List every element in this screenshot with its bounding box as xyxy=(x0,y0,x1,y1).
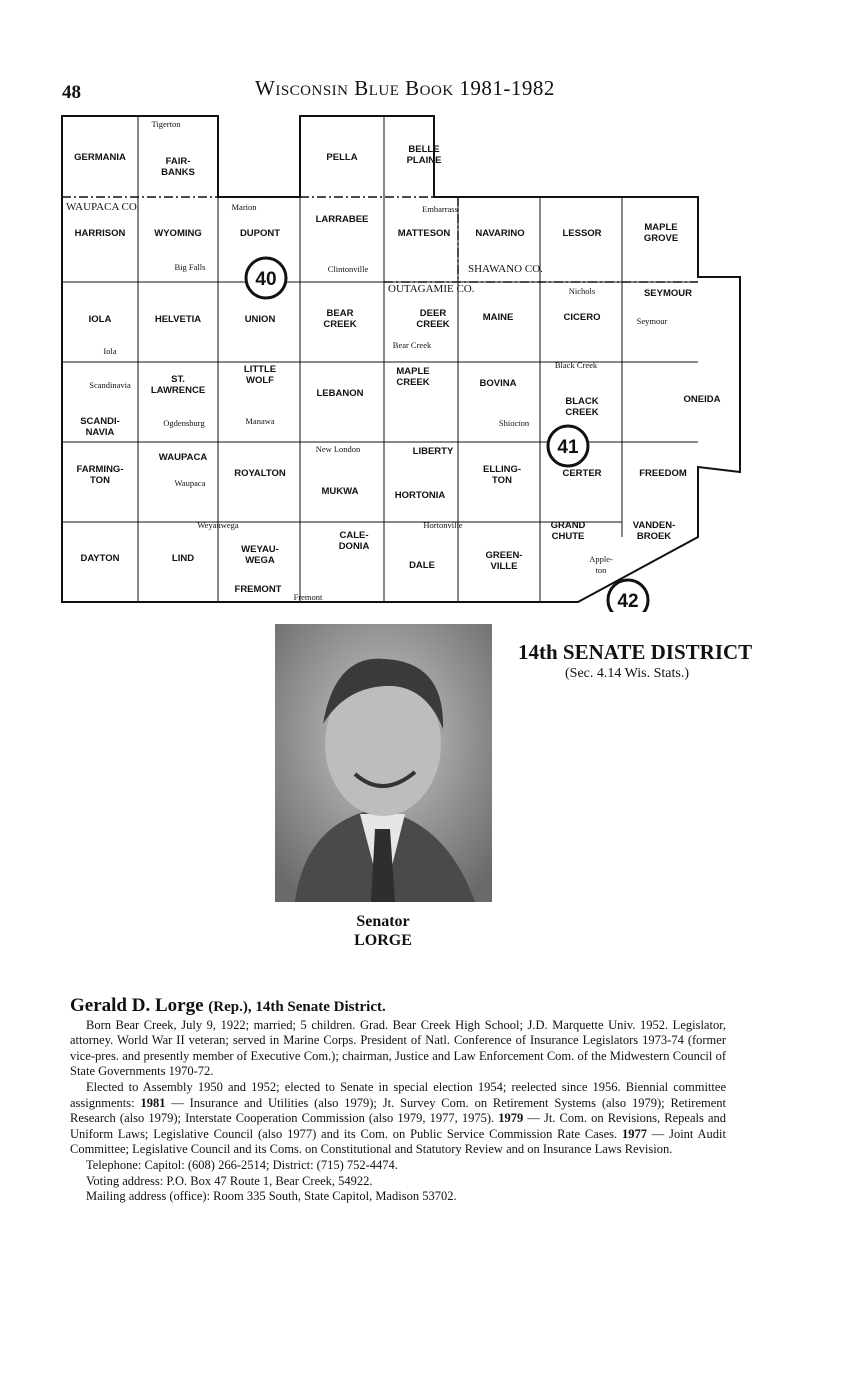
town-label-belle-plaine: PLAINE xyxy=(406,155,442,166)
bio-voting-address: Voting address: P.O. Box 47 Route 1, Bear Creek, 54922. xyxy=(86,1173,373,1188)
assignments-1979: — Jt. Com. on Revisions, Repeals and Uniform Laws; Legislative Council (also 1977) and its Com. on Public Service Commission Rate Cases. xyxy=(70,1111,726,1141)
bio-paragraph-career xyxy=(70,1080,726,1158)
county-label-shawano-co: SHAWANO CO. xyxy=(468,263,543,275)
town-label-grand-chute: GRAND xyxy=(550,520,586,531)
year-1977: 1977 xyxy=(621,1126,647,1141)
year-1979: 1979 xyxy=(498,1111,524,1126)
district-number-41: 41 xyxy=(557,437,579,458)
city-label-weyauwega-city: Weyauwega xyxy=(197,520,239,530)
career-intro: Elected to Assembly 1950 and 1952; elected to Senate in special election 1954; reelected since 1956. Biennial committee assignments: xyxy=(70,1079,726,1110)
assignments-1977: — Joint Audit Committee; Legislative Council and its Coms. on Constitutional and Statutory Review and on Insurance Laws Revision. xyxy=(70,1126,726,1157)
town-label-iola: IOLA xyxy=(88,314,112,325)
county-label-outagamie-co: OUTAGAMIE CO. xyxy=(388,283,475,295)
town-label-fairbanks: BANKS xyxy=(161,167,195,178)
town-label-oneida: ONEIDA xyxy=(683,394,721,405)
town-label-grand-chute: CHUTE xyxy=(551,531,585,542)
district-number-40: 40 xyxy=(255,269,277,290)
town-label-black-creek: BLACK xyxy=(565,396,599,407)
town-label-germania: GERMANIA xyxy=(74,152,126,163)
bio-mailing-address: Mailing address (office): Room 335 South, State Capitol, Madison 53702. xyxy=(86,1189,457,1204)
town-label-vandenbroek: BROEK xyxy=(636,531,672,542)
district-map xyxy=(58,112,748,612)
town-label-vandenbroek: VANDEN- xyxy=(632,520,676,531)
bio-heading xyxy=(70,995,726,1016)
town-label-farmington: TON xyxy=(90,475,110,486)
town-label-waupaca: WAUPACA xyxy=(158,452,208,463)
city-label-big-falls: Big Falls xyxy=(174,262,206,272)
town-label-royalton: ROYALTON xyxy=(234,468,286,479)
city-label-ogdensburg: Ogdensburg xyxy=(163,418,205,428)
town-label-lebanon: LEBANON xyxy=(316,388,364,399)
district-number-42: 42 xyxy=(617,591,639,612)
city-label-tigerton: Tigerton xyxy=(151,119,181,129)
town-label-bear-creek: BEAR xyxy=(326,308,354,319)
town-label-dupont: DUPONT xyxy=(239,228,281,239)
town-label-seymour: SEYMOUR xyxy=(643,288,693,299)
town-label-lessor: LESSOR xyxy=(562,228,602,239)
district-title: 14th SENATE DISTRICT xyxy=(518,640,753,664)
town-label-ellington: ELLING- xyxy=(483,464,521,475)
town-label-larrabee: LARRABEE xyxy=(315,214,369,225)
photo-caption xyxy=(283,912,483,950)
town-label-maple-grove: GROVE xyxy=(643,233,679,244)
town-label-st-lawrence: ST. xyxy=(171,374,185,385)
city-label-scandinavia-village: Scandinavia xyxy=(89,380,131,390)
town-label-deer-creek: DEER xyxy=(419,308,447,319)
county-lines xyxy=(62,197,698,282)
city-label-fremont-village: Fremont xyxy=(293,592,323,602)
running-head: Wisconsin Blue Book 1981-1982 xyxy=(255,76,555,100)
town-label-maple-grove: MAPLE xyxy=(644,222,678,233)
city-label-embarrass: Embarrass xyxy=(422,204,458,214)
town-label-fairbanks: FAIR- xyxy=(165,156,191,167)
town-label-dayton: DAYTON xyxy=(80,553,120,564)
city-label-new-london: New London xyxy=(315,444,361,454)
town-label-caledonia: DONIA xyxy=(338,541,370,552)
assignments-1981: — Insurance and Utilities (also 1979); Jt. Survey Com. on Retirement Systems (also 1979); Retirement Research (also 1979); Interstate Cooperation Commission (also 1979, 1977, 1975). xyxy=(70,1095,727,1126)
town-label-deer-creek: CREEK xyxy=(416,319,450,330)
town-label-pella: PELLA xyxy=(326,152,358,163)
city-label-marion: Marion xyxy=(231,202,257,212)
year-1981: 1981 xyxy=(140,1095,166,1110)
bio-telephone: Telephone: Capitol: (608) 266-2514; District: (715) 752-4474. xyxy=(86,1157,398,1172)
caption-name: LORGE xyxy=(354,932,412,949)
town-label-helvetia: HELVETIA xyxy=(154,314,202,325)
town-label-cicero: CICERO xyxy=(563,312,601,323)
town-label-matteson: MATTESON xyxy=(397,228,451,239)
town-label-little-wolf: LITTLE xyxy=(243,364,277,375)
town-label-navarino: NAVARINO xyxy=(475,228,525,239)
city-label-waupaca-city: Waupaca xyxy=(174,478,206,488)
town-label-freedom: FREEDOM xyxy=(639,468,687,479)
town-label-harrison: HARRISON xyxy=(74,228,126,239)
county-label-waupaca-co: WAUPACA CO. xyxy=(66,201,140,213)
town-label-belle-plaine: BELLE xyxy=(408,144,440,155)
town-label-bear-creek: CREEK xyxy=(323,319,357,330)
town-label-weyauwega: WEYAU- xyxy=(241,544,279,555)
caption-title: Senator xyxy=(356,913,410,930)
page-number: 48 xyxy=(62,82,81,103)
town-label-fremont: FREMONT xyxy=(234,584,282,595)
city-label-manawa: Manawa xyxy=(245,416,275,426)
town-label-center: CERTER xyxy=(562,468,602,479)
city-label-appleton: Apple- xyxy=(589,554,613,564)
town-label-maple-creek: MAPLE xyxy=(396,366,430,377)
town-label-union: UNION xyxy=(244,314,276,325)
town-label-lind: LIND xyxy=(171,553,195,564)
town-label-ellington: TON xyxy=(492,475,512,486)
town-label-scandinavia: SCANDI- xyxy=(80,416,120,427)
town-label-weyauwega: WEGA xyxy=(245,555,275,566)
city-label-appleton: ton xyxy=(595,565,607,575)
bio-party: (Rep.) xyxy=(208,999,248,1015)
town-label-greenville: VILLE xyxy=(490,561,518,572)
town-label-caledonia: CALE- xyxy=(339,530,369,541)
town-label-wyoming: WYOMING xyxy=(154,228,202,239)
town-label-little-wolf: WOLF xyxy=(246,375,274,386)
town-label-black-creek: CREEK xyxy=(565,407,599,418)
biography xyxy=(70,995,727,1205)
bio-paragraph-background: Born Bear Creek, July 9, 1922; married; 5 children. Grad. Bear Creek High School; J.D. Marquette Univ. 1952. Legislator, attorney. World War II veteran; served in Marine Corps. President of Natl. Conference of Insurance Legislators 1973-74 (former vice-pres. and presently member of Executive Com.); chairman, Justice and Law Enforcement Com. of the Midwestern Council of State Governments 1970-72. xyxy=(70,1017,726,1079)
town-label-st-lawrence: LAWRENCE xyxy=(150,385,206,396)
district-statute: (Sec. 4.14 Wis. Stats.) xyxy=(565,666,690,681)
town-label-bovina: BOVINA xyxy=(479,378,517,389)
town-label-scandinavia: NAVIA xyxy=(85,427,115,438)
city-label-seymour-city: Seymour xyxy=(636,316,668,326)
town-label-liberty: LIBERTY xyxy=(412,446,454,457)
town-label-greenville: GREEN- xyxy=(485,550,523,561)
town-label-maine: MAINE xyxy=(482,312,514,323)
town-label-farmington: FARMING- xyxy=(76,464,124,475)
city-label-iola-city: Iola xyxy=(103,346,117,356)
town-label-maple-creek: CREEK xyxy=(396,377,430,388)
town-label-dale: DALE xyxy=(409,560,435,571)
city-label-clintonville: Clintonville xyxy=(327,264,369,274)
city-label-black-creek-village: Black Creek xyxy=(554,360,598,370)
town-label-hortonia: HORTONIA xyxy=(394,490,446,501)
city-label-bear-creek-village: Bear Creek xyxy=(392,340,432,350)
town-labels xyxy=(74,144,720,595)
township-grid xyxy=(62,116,698,602)
town-label-mukwa: MUKWA xyxy=(321,486,359,497)
city-label-shiocton: Shiocton xyxy=(498,418,530,428)
senator-portrait xyxy=(275,624,492,902)
bio-name: Gerald D. Lorge xyxy=(70,995,204,1016)
city-label-hortonville: Hortonville xyxy=(423,520,463,530)
city-label-nichols: Nichols xyxy=(568,286,596,296)
bio-district: , 14th Senate District. xyxy=(247,999,386,1015)
